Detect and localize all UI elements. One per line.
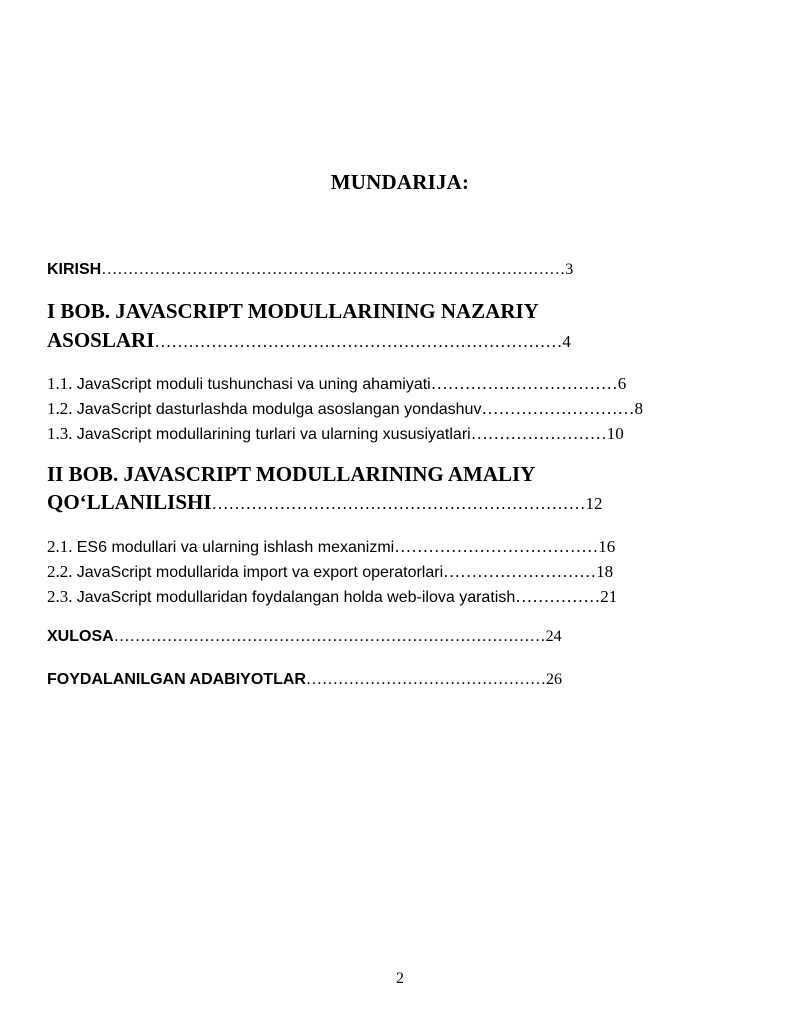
toc-page-number: 24 [545,628,562,645]
toc-page-number: 8 [634,399,643,418]
toc-entry-section-2-1 [47,538,615,556]
toc-entry-label: KIRISH [47,261,102,278]
toc-entry-intro [47,262,573,278]
toc-heading: MUNDARIJA: [330,170,470,194]
section-title: JavaScript moduli tushunchasi va uning ahamiyati [76,376,431,393]
section-number: 1.2. [47,399,73,418]
toc-page-number: 12 [585,494,603,513]
leader-dots: ………………………………………………………… [211,494,586,513]
toc-page-number: 6 [617,374,627,393]
leader-dots: …………………………………………………………………………… [101,261,566,278]
toc-entry-conclusion [47,629,562,645]
section-title: ES6 modullari va ularning ishlash mexanizmi [76,539,395,556]
leader-dots: ……………………… [443,562,597,581]
leader-dots: ……………………………………………………………… [154,332,563,351]
section-title: JavaScript dasturlashda modulga asoslangan yondashuv [76,401,482,418]
toc-page-number: 16 [598,537,616,556]
page-number: 2 [396,970,404,987]
toc-entry-chapter2 [47,492,603,513]
toc-entry-label: XULOSA [47,628,114,645]
leader-dots: …………………… [470,424,607,443]
toc-entry-section-1-1 [47,375,626,393]
toc-entry-chapter1 [47,330,571,351]
chapter1-title-line2: ASOSLARI [47,328,155,352]
leader-dots: …………… [515,587,601,606]
leader-dots: ……………………………………… [305,671,546,688]
section-title: JavaScript modullarida import va export operatorlari [76,564,444,581]
toc-entry-section-2-2 [47,563,613,581]
toc-page-number: 21 [600,587,618,606]
leader-dots: ……………………………………………………………………… [113,628,546,645]
section-number: 1.3. [47,424,73,443]
toc-page-number: 4 [562,332,571,351]
toc-page-number: 10 [606,424,624,443]
toc-page-number: 18 [596,562,614,581]
toc-entry-section-1-3 [47,425,624,443]
section-number: 2.2. [47,562,73,581]
chapter2-title-line1: II BOB. JAVASCRIPT MODULLARINING AMALIY [47,462,536,486]
leader-dots: ……………………………… [394,537,599,556]
section-number: 1.1. [47,374,73,393]
toc-page-number: 26 [545,671,562,688]
section-title: JavaScript modullarining turlari va ularning xususiyatlari [76,426,471,443]
toc-entry-section-2-3 [47,588,617,606]
toc-page-number: 3 [565,261,574,278]
leader-dots: …………………………… [430,374,618,393]
section-number: 2.3. [47,587,73,606]
leader-dots: ……………………… [481,399,635,418]
chapter1-title-line1: I BOB. JAVASCRIPT MODULLARINING NAZARIY [47,299,539,323]
toc-entry-label: FOYDALANILGAN ADABIYOTLAR [47,671,306,688]
toc-entry-section-1-2 [47,400,643,418]
section-number: 2.1. [47,537,73,556]
chapter2-title-line2: QO‘LLANILISHI [47,490,212,514]
toc-entry-references [47,672,562,688]
section-title: JavaScript modullaridan foydalangan holda web-ilova yaratish [76,589,516,606]
